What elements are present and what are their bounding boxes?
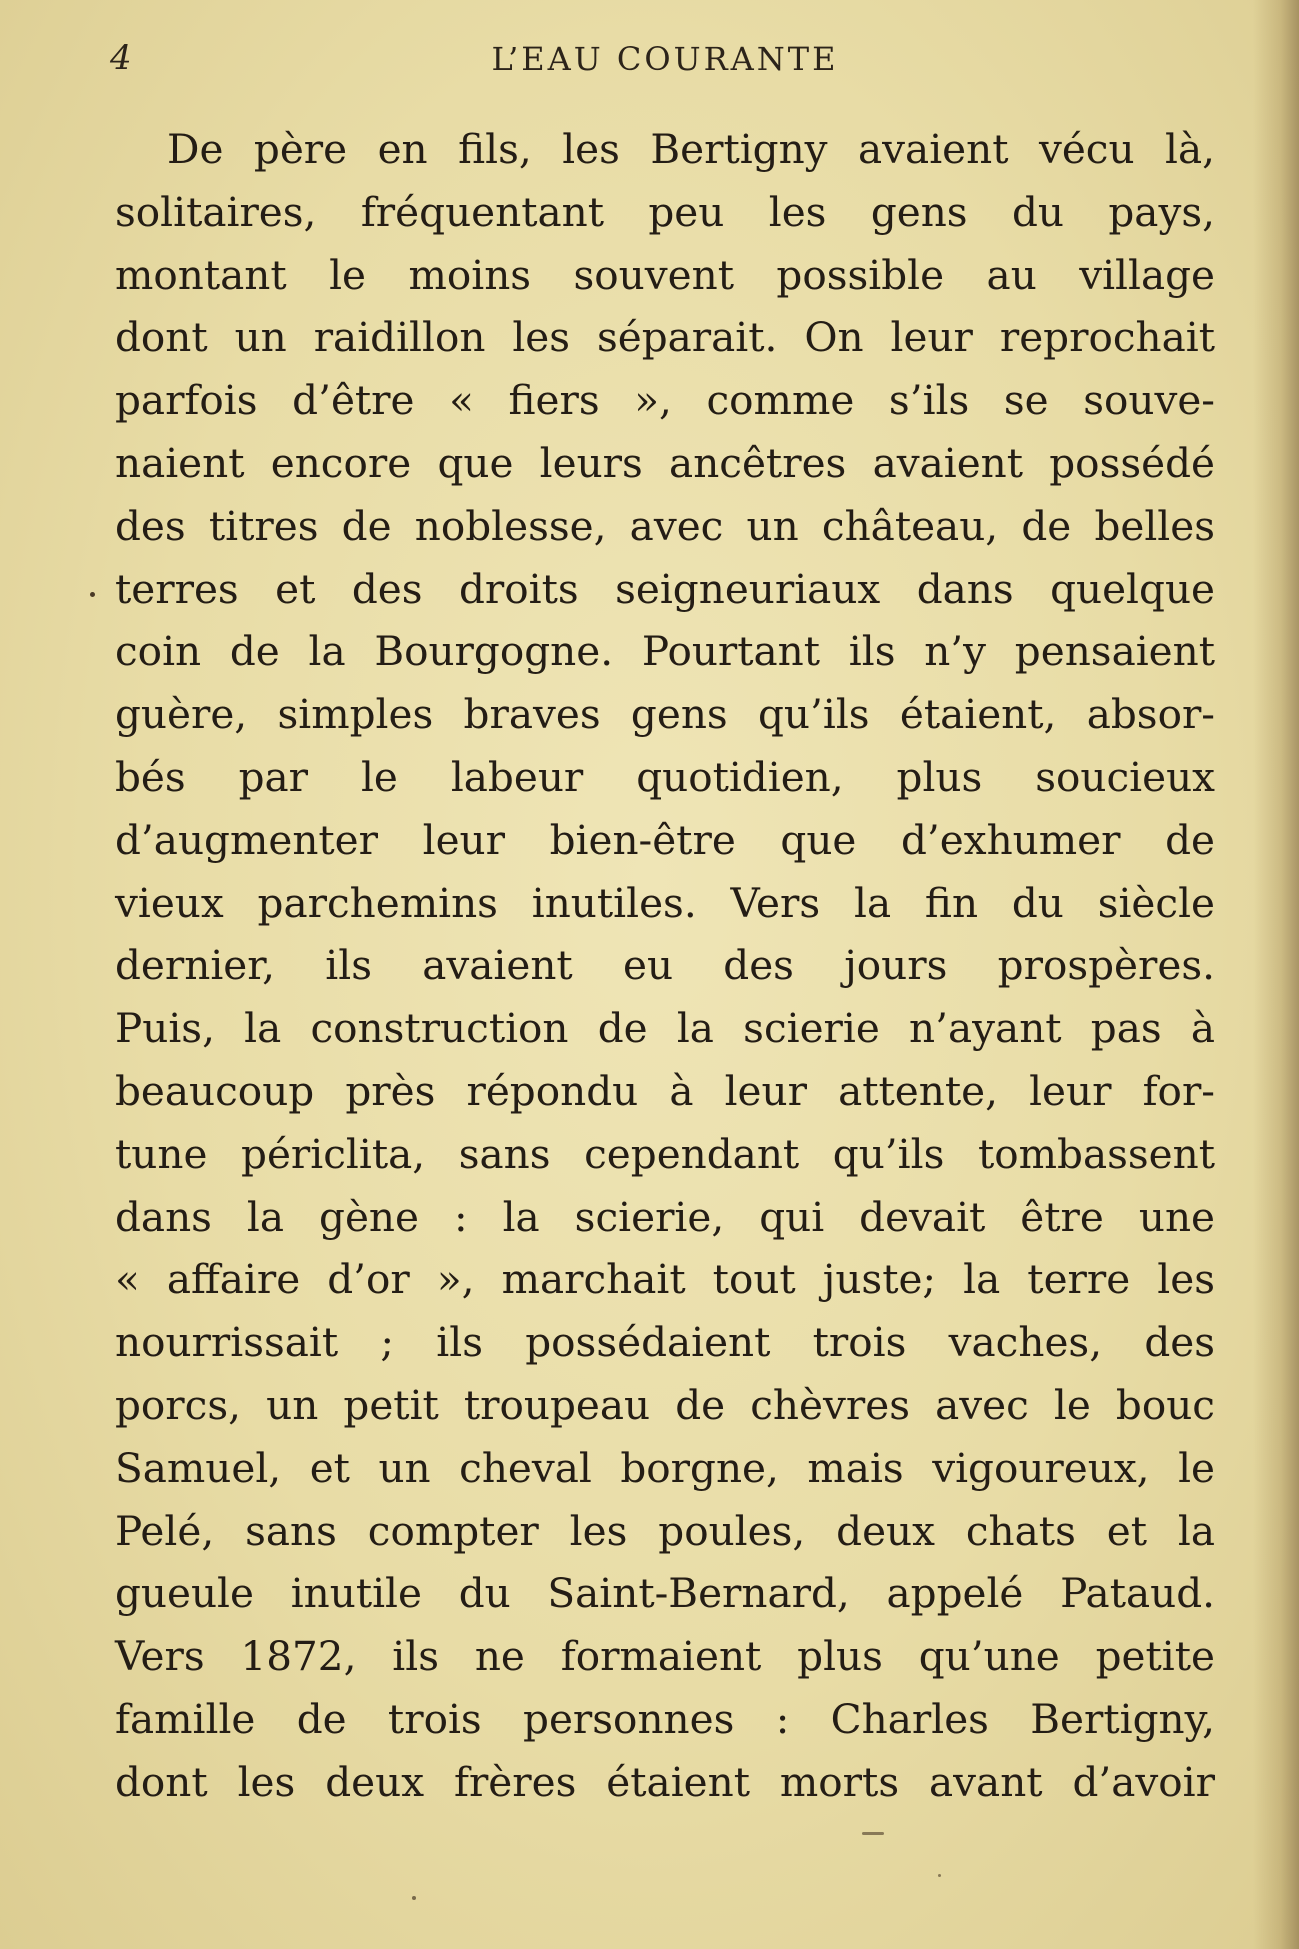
- running-title: L’EAU COURANTE: [491, 40, 839, 78]
- text-line: De père en fils, les Bertigny avaient vécu là,: [167, 125, 1215, 173]
- text-line: tune périclita, sans cependant qu’ils tombassent: [115, 1129, 1215, 1178]
- text-line: Puis, la construction de la scierie n’ayant pas à: [115, 1004, 1215, 1053]
- text-line: gueule inutile du Saint-Bernard, appelé Pataud.: [115, 1569, 1215, 1618]
- page-edge-shadow: [1253, 0, 1299, 1949]
- text-line: guère, simples braves gens qu’ils étaient, absor-: [115, 690, 1215, 739]
- page-number: 4: [110, 38, 132, 78]
- paper-speck: [862, 1832, 884, 1835]
- text-line: bés par le labeur quotidien, plus soucieux: [115, 752, 1215, 801]
- text-line: vieux parchemins inutiles. Vers la fin du siècle: [115, 878, 1215, 927]
- text-line: naient encore que leurs ancêtres avaient possédé: [115, 438, 1215, 487]
- text-line: « affaire d’or », marchait tout juste; la terre les: [115, 1255, 1215, 1304]
- text-line: Vers 1872, ils ne formaient plus qu’une petite: [115, 1632, 1215, 1681]
- text-line: des titres de noblesse, avec un château, de belles: [115, 501, 1215, 550]
- text-line: porcs, un petit troupeau de chèvres avec le bouc: [115, 1380, 1215, 1429]
- text-line: Samuel, et un cheval borgne, mais vigoureux, le: [115, 1443, 1215, 1492]
- text-line: d’augmenter leur bien-être que d’exhumer de: [115, 815, 1215, 864]
- paper-speck: [90, 592, 95, 597]
- text-line: dans la gène : la scierie, qui devait être une: [115, 1192, 1215, 1241]
- paper-speck: [938, 1874, 941, 1877]
- text-line: terres et des droits seigneuriaux dans quelque: [115, 564, 1215, 613]
- text-line: solitaires, fréquentant peu les gens du pays,: [115, 187, 1215, 236]
- text-line: coin de la Bourgogne. Pourtant ils n’y pensaient: [115, 627, 1215, 676]
- text-line: famille de trois personnes : Charles Bertigny,: [115, 1694, 1215, 1743]
- text-line: montant le moins souvent possible au village: [115, 250, 1215, 299]
- body-text: [115, 118, 1215, 1814]
- text-line: beaucoup près répondu à leur attente, leur for-: [115, 1066, 1215, 1115]
- page-header: [110, 38, 1220, 88]
- text-line: dernier, ils avaient eu des jours prospères.: [115, 941, 1215, 990]
- text-line: dont un raidillon les séparait. On leur reprochait: [115, 313, 1215, 362]
- text-line: parfois d’être « fiers », comme s’ils se souve-: [115, 376, 1215, 425]
- text-line: nourrissait ; ils possédaient trois vaches, des: [115, 1318, 1215, 1367]
- paper-speck: [412, 1896, 416, 1900]
- text-line: dont les deux frères étaient morts avant d’avoir: [115, 1757, 1215, 1806]
- text-line: Pelé, sans compter les poules, deux chats et la: [115, 1506, 1215, 1555]
